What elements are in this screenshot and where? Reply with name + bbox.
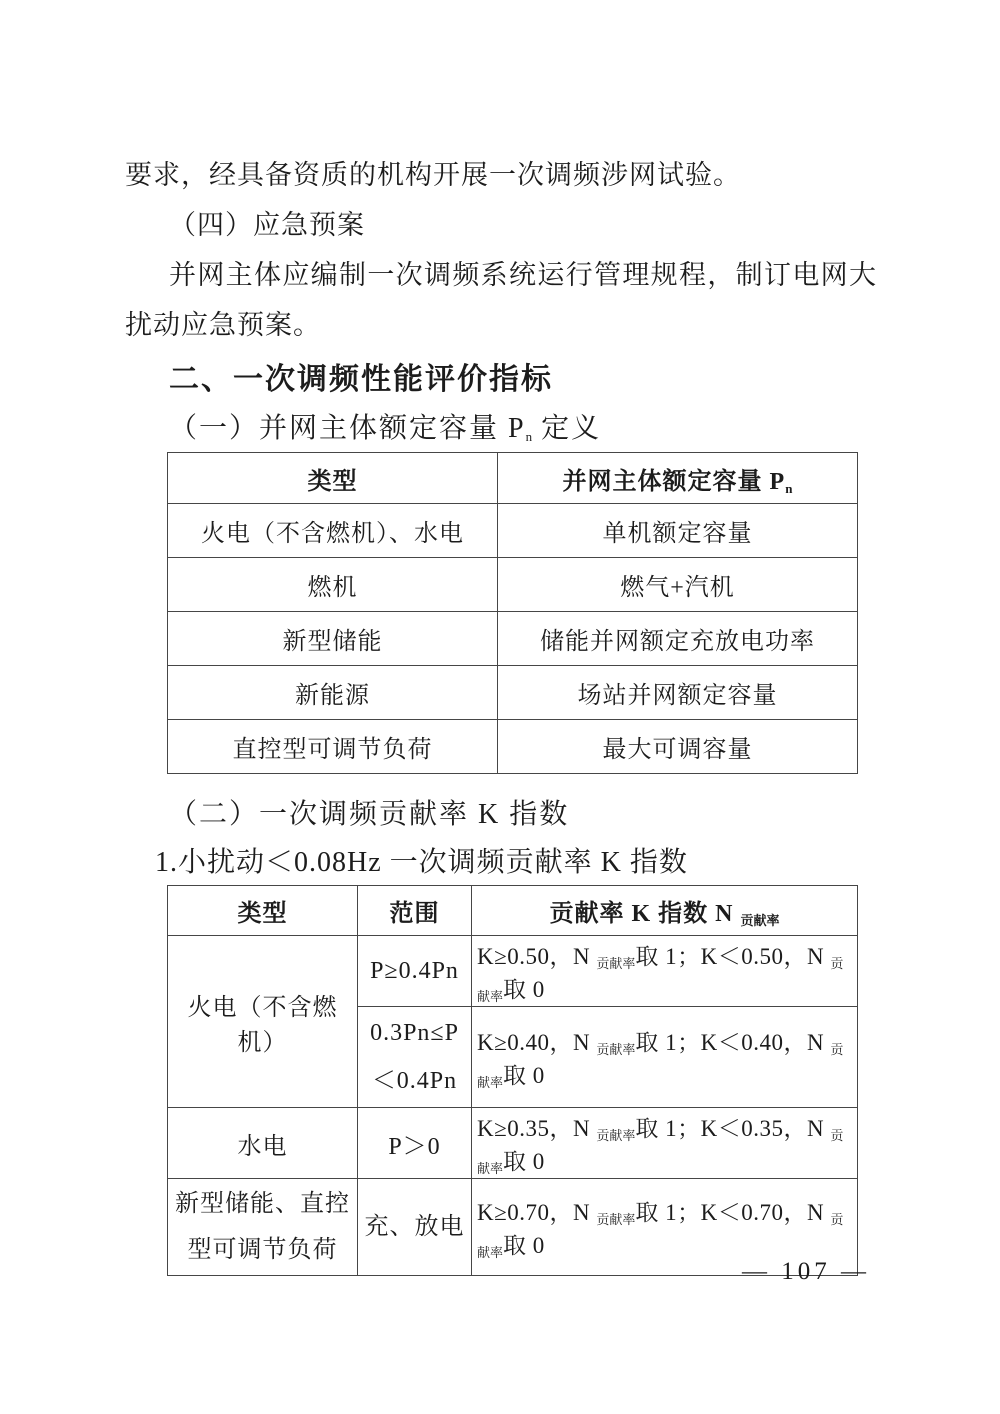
cell-type: 水电 xyxy=(168,1108,358,1179)
cell-type: 燃机 xyxy=(168,558,498,612)
cell-k-rule: K≥0.70，N $_{贡献率}$取 1；K＜0.70，N $_{贡献率}$取 0 xyxy=(472,1179,858,1276)
section4-heading: （四）应急预案 xyxy=(169,210,365,240)
header-cell-type: 类型 xyxy=(168,886,358,936)
table-header-row xyxy=(168,886,858,936)
section2-heading: 二、一次调频性能评价指标 xyxy=(169,363,553,396)
cell-capacity: 储能并网额定充放电功率 xyxy=(498,612,858,666)
rated-capacity-table xyxy=(167,452,858,774)
cell-capacity: 单机额定容量 xyxy=(498,504,858,558)
table-row xyxy=(168,720,858,774)
contribution-index-table xyxy=(167,885,858,1276)
paragraph-top: 要求，经具备资质的机构开展一次调频涉网试验。 xyxy=(125,160,741,190)
cell-capacity: 场站并网额定容量 xyxy=(498,666,858,720)
cell-type: 新型储能、直控型可调节负荷 xyxy=(168,1179,358,1276)
cell-k-rule: K≥0.35，N $_{贡献率}$取 1；K＜0.35，N $_{贡献率}$取 0 xyxy=(472,1108,858,1179)
header-cell-k-index: 贡献率 K 指数 N $_{贡献率}$ xyxy=(472,886,858,936)
table-row xyxy=(168,612,858,666)
cell-k-rule: K≥0.50，N $_{贡献率}$取 1；K＜0.50，N $_{贡献率}$取 0 xyxy=(472,936,858,1007)
cell-range: P≥0.4Pn xyxy=(358,936,472,1007)
table-row xyxy=(168,936,858,1007)
subsection2-heading: （二）一次调频贡献率 K 指数 xyxy=(169,799,570,830)
cell-type: 火电（不含燃机）、水电 xyxy=(168,504,498,558)
table-header-row xyxy=(168,453,858,504)
table-row xyxy=(168,666,858,720)
paragraph-emergency: 并网主体应编制一次调频系统运行管理规程，制订电网大扰动应急预案。 xyxy=(125,260,877,340)
header-cell-range: 范围 xyxy=(358,886,472,936)
cell-k-rule: K≥0.40，N $_{贡献率}$取 1；K＜0.40，N $_{贡献率}$取 0 xyxy=(472,1007,858,1108)
cell-type: 新型储能 xyxy=(168,612,498,666)
table-row xyxy=(168,1108,858,1179)
header-cell-capacity: 并网主体额定容量 $P_n$ xyxy=(498,453,858,504)
cell-range: 0.3Pn≤P＜0.4Pn xyxy=(358,1007,472,1108)
cell-type: 直控型可调节负荷 xyxy=(168,720,498,774)
cell-range: 充、放电 xyxy=(358,1179,472,1276)
cell-capacity: 最大可调容量 xyxy=(498,720,858,774)
page-number: — 107 — xyxy=(742,1258,870,1285)
header-cell-type: 类型 xyxy=(168,453,498,504)
cell-capacity: 燃气+汽机 xyxy=(498,558,858,612)
table-row xyxy=(168,558,858,612)
cell-type: 新能源 xyxy=(168,666,498,720)
table-row xyxy=(168,504,858,558)
cell-range: P＞0 xyxy=(358,1108,472,1179)
subsection1-heading: （一）并网主体额定容量 $P_n$ 定义 xyxy=(169,413,602,444)
page-content xyxy=(125,150,877,1276)
cell-type: 火电（不含燃机） xyxy=(168,936,358,1108)
item1-heading: 1.小扰动＜0.08Hz 一次调频贡献率 K 指数 xyxy=(155,847,688,878)
